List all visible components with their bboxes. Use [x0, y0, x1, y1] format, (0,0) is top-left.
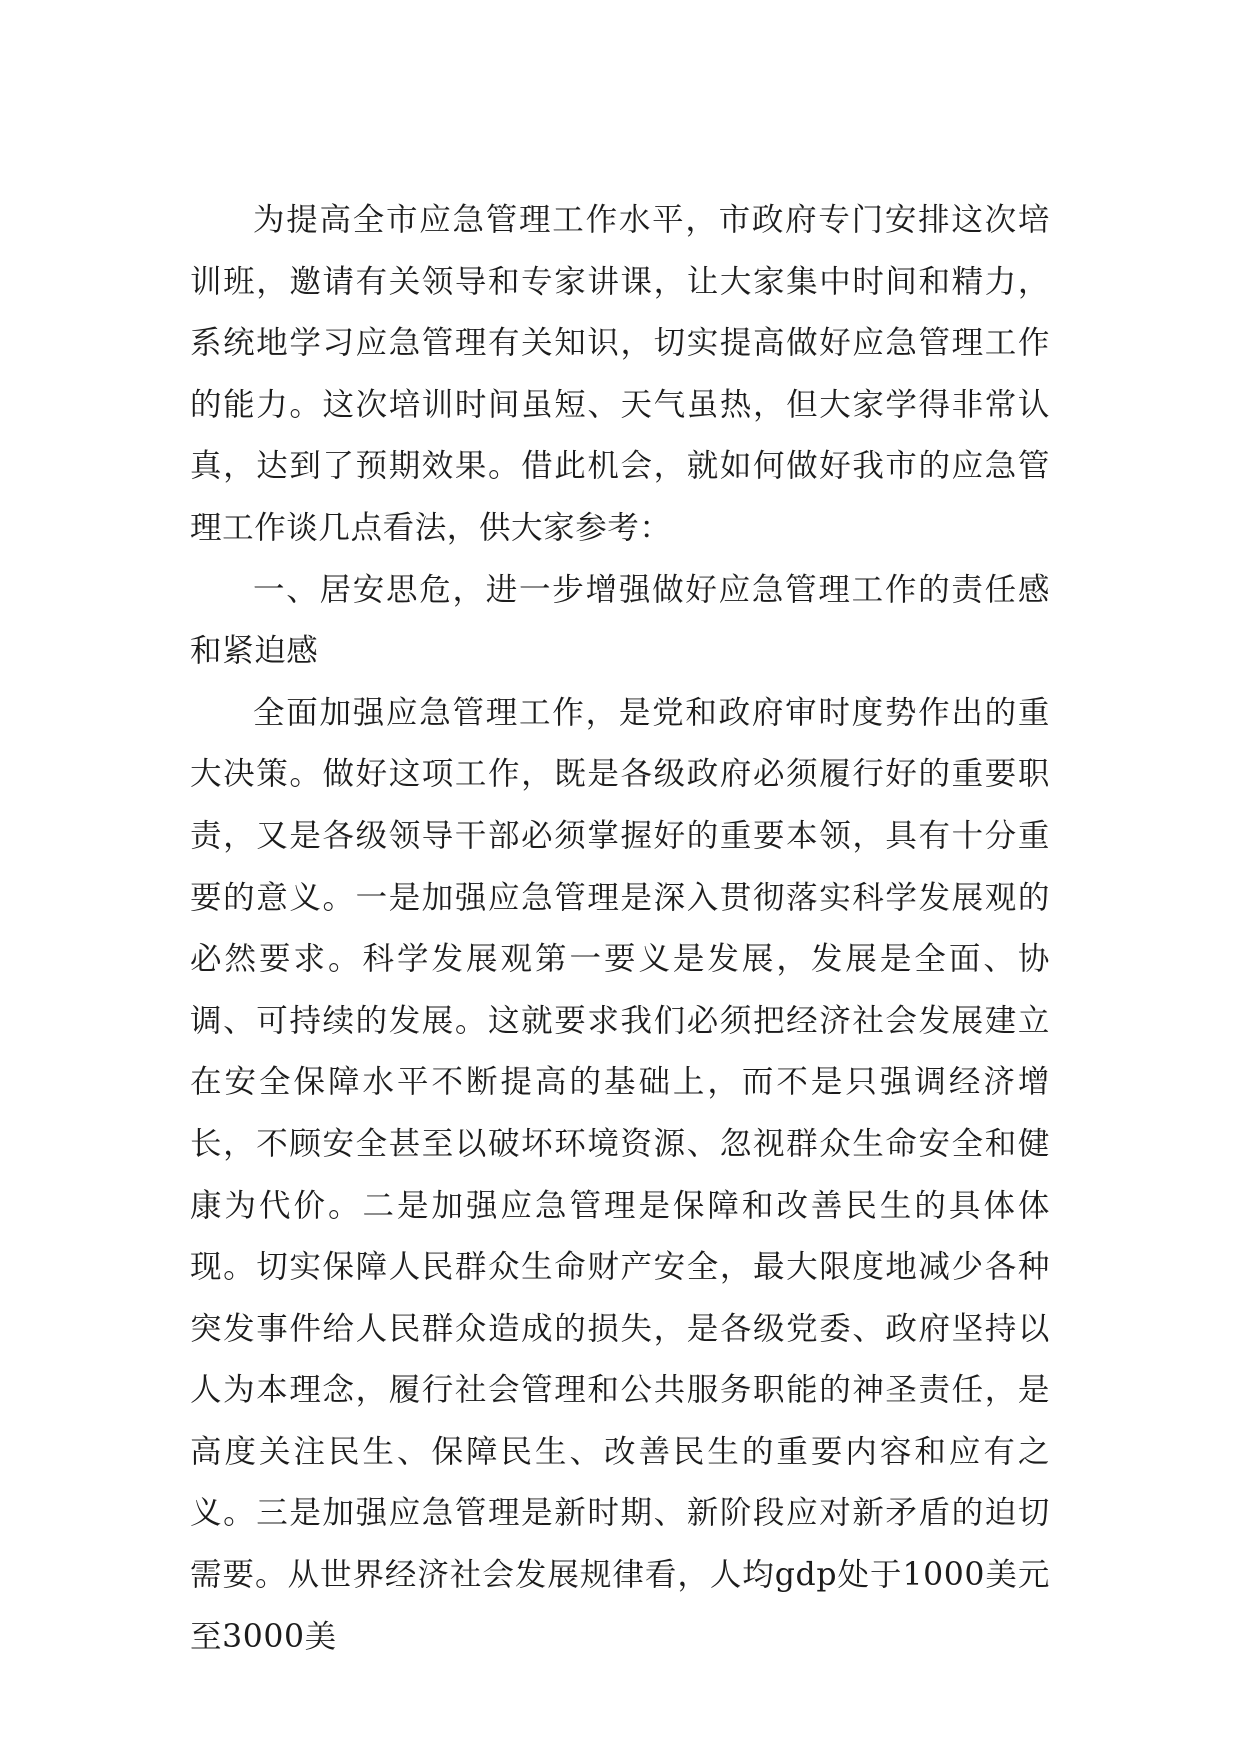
- document-page: [190, 190, 1050, 1668]
- section-heading-1: 一、居安思危，进一步增强做好应急管理工作的责任感和紧迫感: [190, 571, 1050, 670]
- intro-paragraph: 为提高全市应急管理工作水平，市政府专门安排这次培训班，邀请有关领导和专家讲课，让大家集中时间和精力，系统地学习应急管理有关知识，切实提高做好应急管理工作的能力。这次培训时间虽短、天气虽热，但大家学得非常认真，达到了预期效果。借此机会，就如何做好我市的应急管理工作谈几点看法，供大家参考：: [190, 202, 1050, 546]
- section-1-paragraph: 全面加强应急管理工作，是党和政府审时度势作出的重大决策。做好这项工作，既是各级政府必须履行好的重要职责，又是各级领导干部必须掌握好的重要本领，具有十分重要的意义。一是加强应急管理是深入贯彻落实科学发展观的必然要求。科学发展观第一要义是发展，发展是全面、协调、可持续的发展。这就要求我们必须把经济社会发展建立在安全保障水平不断提高的基础上，而不是只强调经济增长，不顾安全甚至以破坏环境资源、忽视群众生命安全和健康为代价。二是加强应急管理是保障和改善民生的具体体现。切实保障人民群众生命财产安全，最大限度地减少各种突发事件给人民群众造成的损失，是各级党委、政府坚持以人为本理念，履行社会管理和公共服务职能的神圣责任，是高度关注民生、保障民生、改善民生的重要内容和应有之义。三是加强应急管理是新时期、新阶段应对新矛盾的迫切需要。从世界经济社会发展规律看，人均gdp处于1000美元至3000美: [190, 694, 1050, 1655]
